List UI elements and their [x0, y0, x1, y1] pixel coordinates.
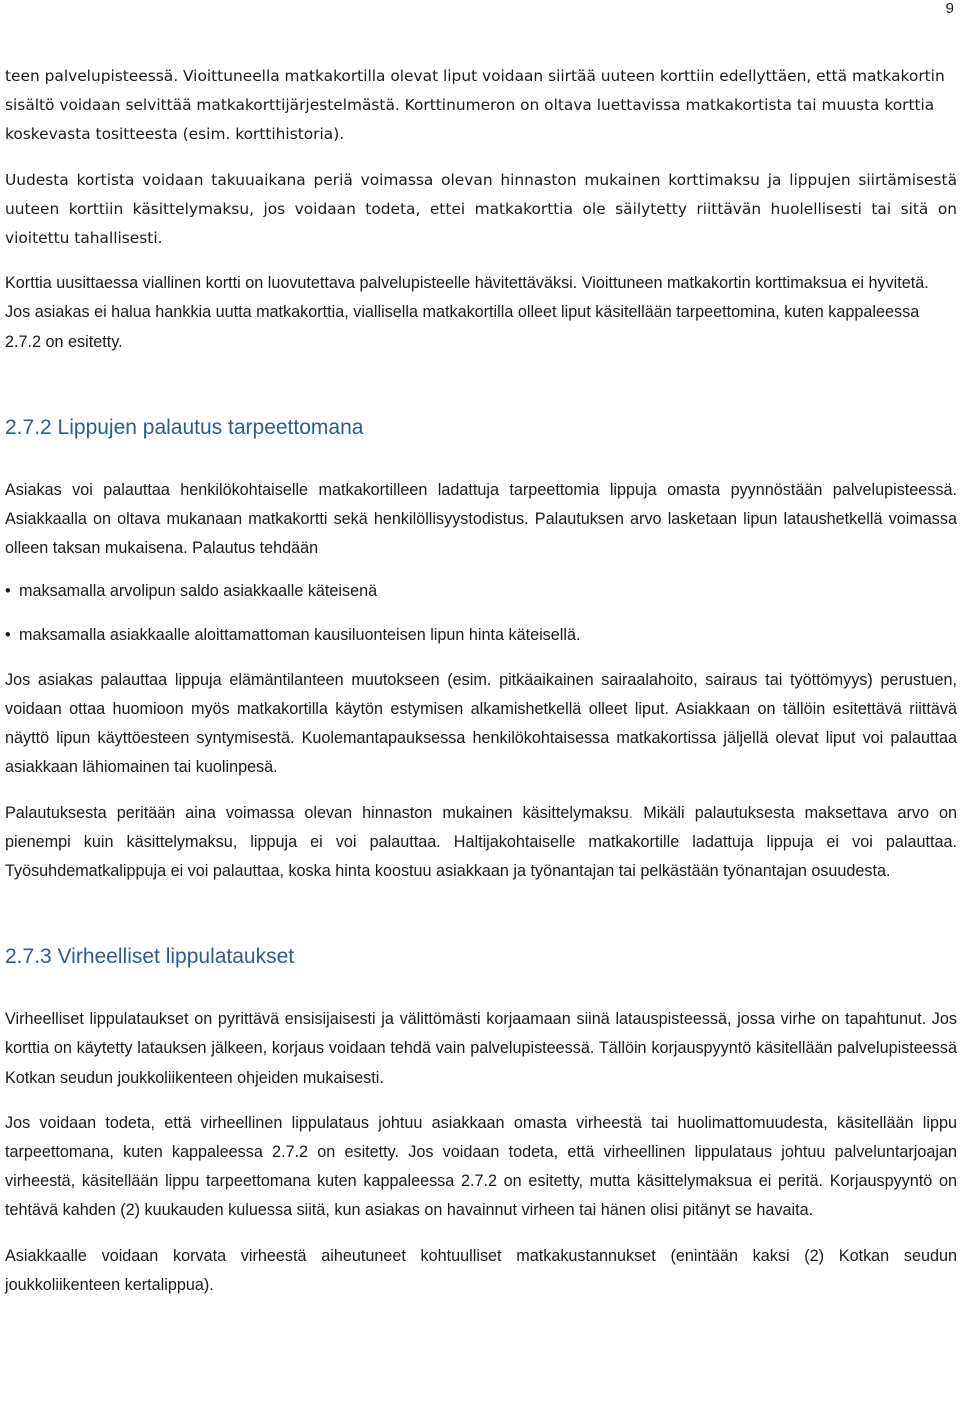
handling-fee-text-a: Palautuksesta peritään aina voimassa olevan hinnaston mukainen käsittelymaksu	[5, 803, 629, 822]
highlighted-period: .	[628, 803, 634, 822]
bullet-icon: •	[5, 625, 11, 644]
list-item-text: maksamalla arvolipun saldo asiakkaalle käteisenä	[19, 582, 378, 601]
paragraph-card-renewal: Korttia uusittaessa viallinen kortti on luovutettava palvelupisteelle hävitettäväksi. Vioittuneen matkakortin korttimaksua ei hyvitetä. Jos asiakas ei halua hankkia uutta matkakorttia, viallisella matkakortilla olleet liput käsitellään tarpeettomina, kuten kappaleessa 2.7.2 on esitetty.	[5, 274, 929, 351]
bullet-icon: •	[5, 582, 11, 601]
heading-2-7-3: 2.7.3 Virheelliset lippulataukset	[5, 945, 295, 969]
heading-2-7-2: 2.7.2 Lippujen palautus tarpeettomana	[5, 415, 364, 439]
paragraph-compensation: Asiakkaalle voidaan korvata virheestä aiheutuneet kohtuulliset matkakustannukset (enintään kaksi (2) Kotkan seudun joukkoliikenteen kertalippua).	[5, 1246, 957, 1294]
paragraph-own-error: Jos voidaan todeta, että virheellinen lippulataus johtuu asiakkaan omasta virheestä tai huolimattomuudesta, käsitellään lippu tarpeettomana, kuten kappaleessa 2.7.2 on esitetty. Jos voidaan todeta, että virheellinen lippulataus johtuu palveluntarjoajan virheestä, käsitellään lippu tarpeettomana kuten kappaleessa 2.7.2 on esitetty, mutta käsittelymaksua ei peritä. Korjauspyyntö on tehtävä kahden (2) kuukauden kuluessa siitä, kun asiakas on havainnut virheen tai hänen olisi pitänyt se havaita.	[5, 1113, 957, 1220]
paragraph-warranty-fee: Uudesta kortista voidaan takuuaikana periä voimassa olevan hinnaston mukainen korttimaksu ja lippujen siirtämisestä uuteen korttiin käsittelymaksu, jos voidaan todeta, ettei matkakorttia ole säilytetty riittävän huolellisesti tai sitä on vioitettu tahallisesti.	[5, 170, 957, 248]
page-number: 9	[945, 0, 954, 17]
list-item-text: maksamalla asiakkaalle aloittamattoman kausiluonteisen lipun hinta käteisellä.	[19, 625, 581, 644]
document-body	[5, 62, 957, 1300]
list-item	[5, 577, 957, 606]
refund-methods-list	[5, 577, 957, 649]
paragraph-card-transfer: teen palvelupisteessä. Vioittuneella matkakortilla olevat liput voidaan siirtää uuteen korttiin edellyttäen, että matkakortin sisältö voidaan selvittää matkakorttijärjestelmästä. Korttinumeron on oltava luettavissa matkakortista tai muusta korttia koskevasta tositteesta (esim. korttihistoria).	[5, 67, 945, 144]
paragraph-faulty-loads: Virheelliset lippulataukset on pyrittävä ensisijaisesti ja välittömästi korjaamaan siinä latauspisteessä, jossa virhe on tapahtunut. Jos korttia on käytetty latauksen jälkeen, korjaus voidaan tehdä vain palvelupisteessä. Tällöin korjauspyyntö käsitellään palvelupisteessä Kotkan seudun joukkoliikenteen ohjeiden mukaisesti.	[5, 1010, 957, 1087]
list-item	[5, 621, 957, 650]
handling-fee-text-b: Mikäli palautuksesta maksettava arvo on pienempi kuin käsittelymaksu, lippuja ei voi palauttaa. Haltijakohtaiselle matkakortille ladattuja lippuja ei voi palauttaa. Työsuhdematkalippuja ei voi palauttaa, koska hinta koostuu asiakkaan ja työnantajan tai pelkästään työnantajan osuudesta.	[5, 803, 957, 881]
paragraph-refund-intro: Asiakas voi palauttaa henkilökohtaiselle matkakortilleen ladattuja tarpeettomia lippuja omasta pyynnöstään palvelupisteessä. Asiakkaalla on oltava mukanaan matkakortti sekä henkilöllisyystodistus. Palautuksen arvo lasketaan lipun lataushetkellä voimassa olleen taksan mukaisena. Palautus tehdään	[5, 480, 957, 558]
paragraph-handling-fee	[5, 799, 957, 887]
paragraph-life-change: Jos asiakas palauttaa lippuja elämäntilanteen muutokseen (esim. pitkäaikainen sairaalahoito, sairaus tai työttömyys) perustuen, voidaan ottaa huomioon myös matkakortilla käytön estymisen alkamishetkellä olleet liput. Asiakkaan on tällöin esitettävä riittävä näyttö lipun käyttöesteen syntymisestä. Kuolemantapauksessa henkilökohtaisessa matkakortissa jäljellä olevat liput voi palauttaa asiakkaan lähiomainen tai kuolinpesä.	[5, 670, 957, 777]
